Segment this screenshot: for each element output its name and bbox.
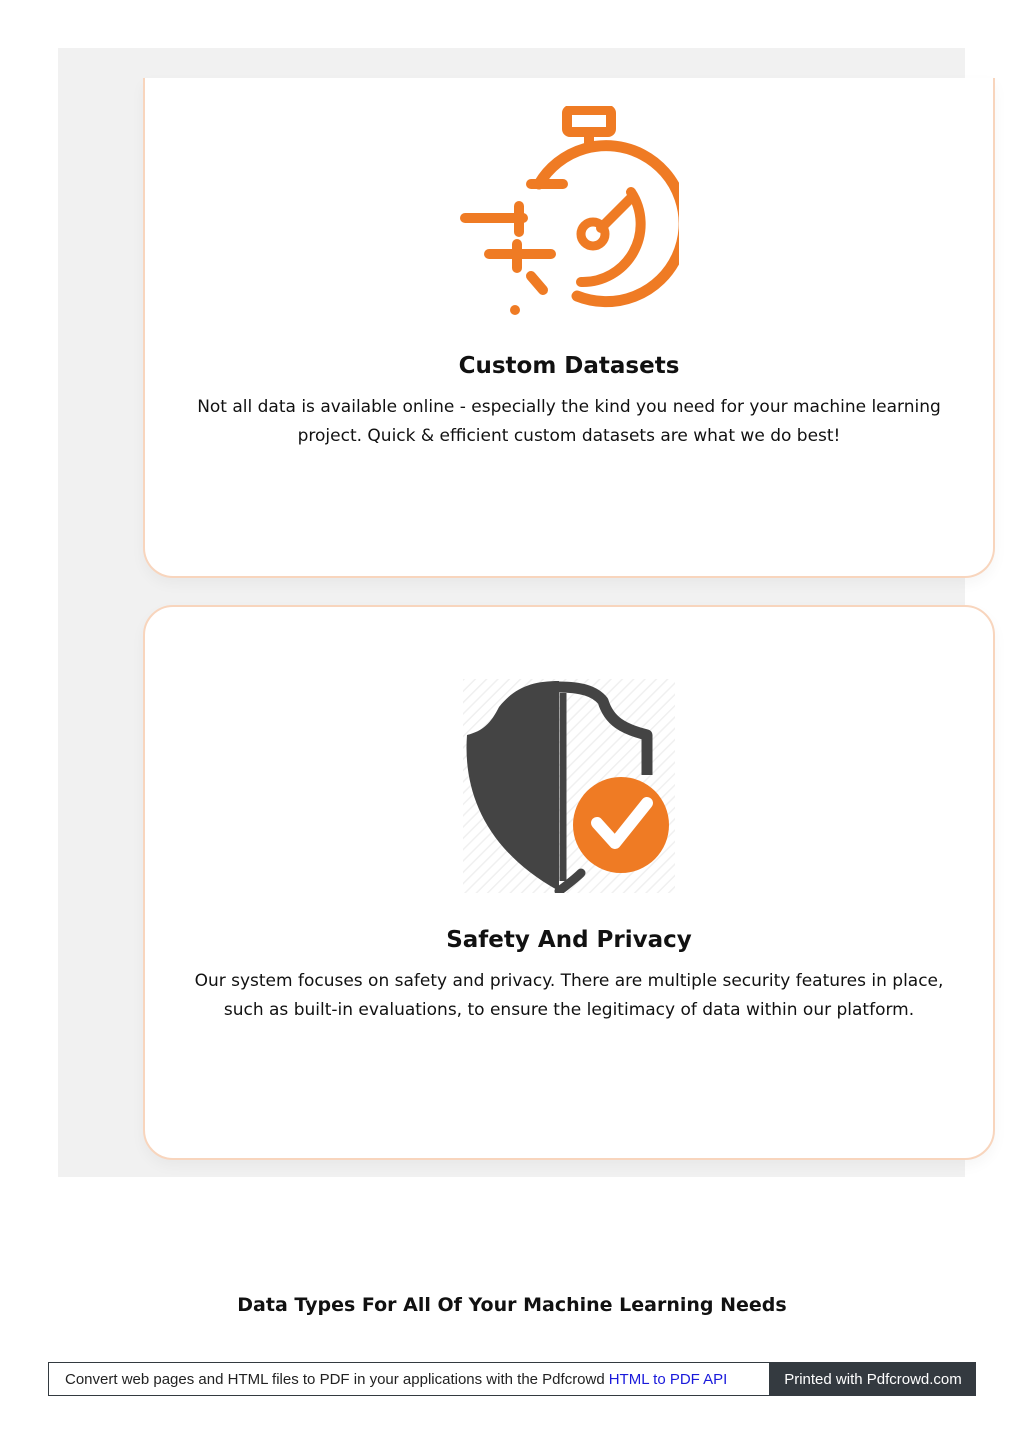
feature-card-custom-datasets xyxy=(143,78,995,578)
printed-with-pdfcrowd-link[interactable]: Printed with Pdfcrowd.com xyxy=(770,1362,976,1396)
pdfcrowd-footer xyxy=(48,1362,976,1396)
footer-promo xyxy=(48,1362,770,1396)
features-section xyxy=(58,48,965,1177)
card-title: Custom Datasets xyxy=(458,353,680,379)
footer-text: Convert web pages and HTML files to PDF in your applications with the Pdfcrowd xyxy=(65,1370,605,1388)
stopwatch-icon xyxy=(459,106,679,316)
shield-check-icon xyxy=(463,679,675,893)
html-to-pdf-api-link[interactable]: HTML to PDF API xyxy=(608,1370,728,1388)
card-description: Our system focuses on safety and privacy. There are multiple security features in place, such as built-in evaluations, to ensure the legitimacy of data within our platform. xyxy=(194,971,944,1020)
card-title: Safety And Privacy xyxy=(446,927,692,953)
card-description: Not all data is available online - especially the kind you need for your machine learning project. Quick & efficient custom datasets are what we do best! xyxy=(197,397,941,446)
feature-card-safety-privacy xyxy=(143,605,995,1160)
section-heading: Data Types For All Of Your Machine Learning Needs xyxy=(237,1294,787,1316)
